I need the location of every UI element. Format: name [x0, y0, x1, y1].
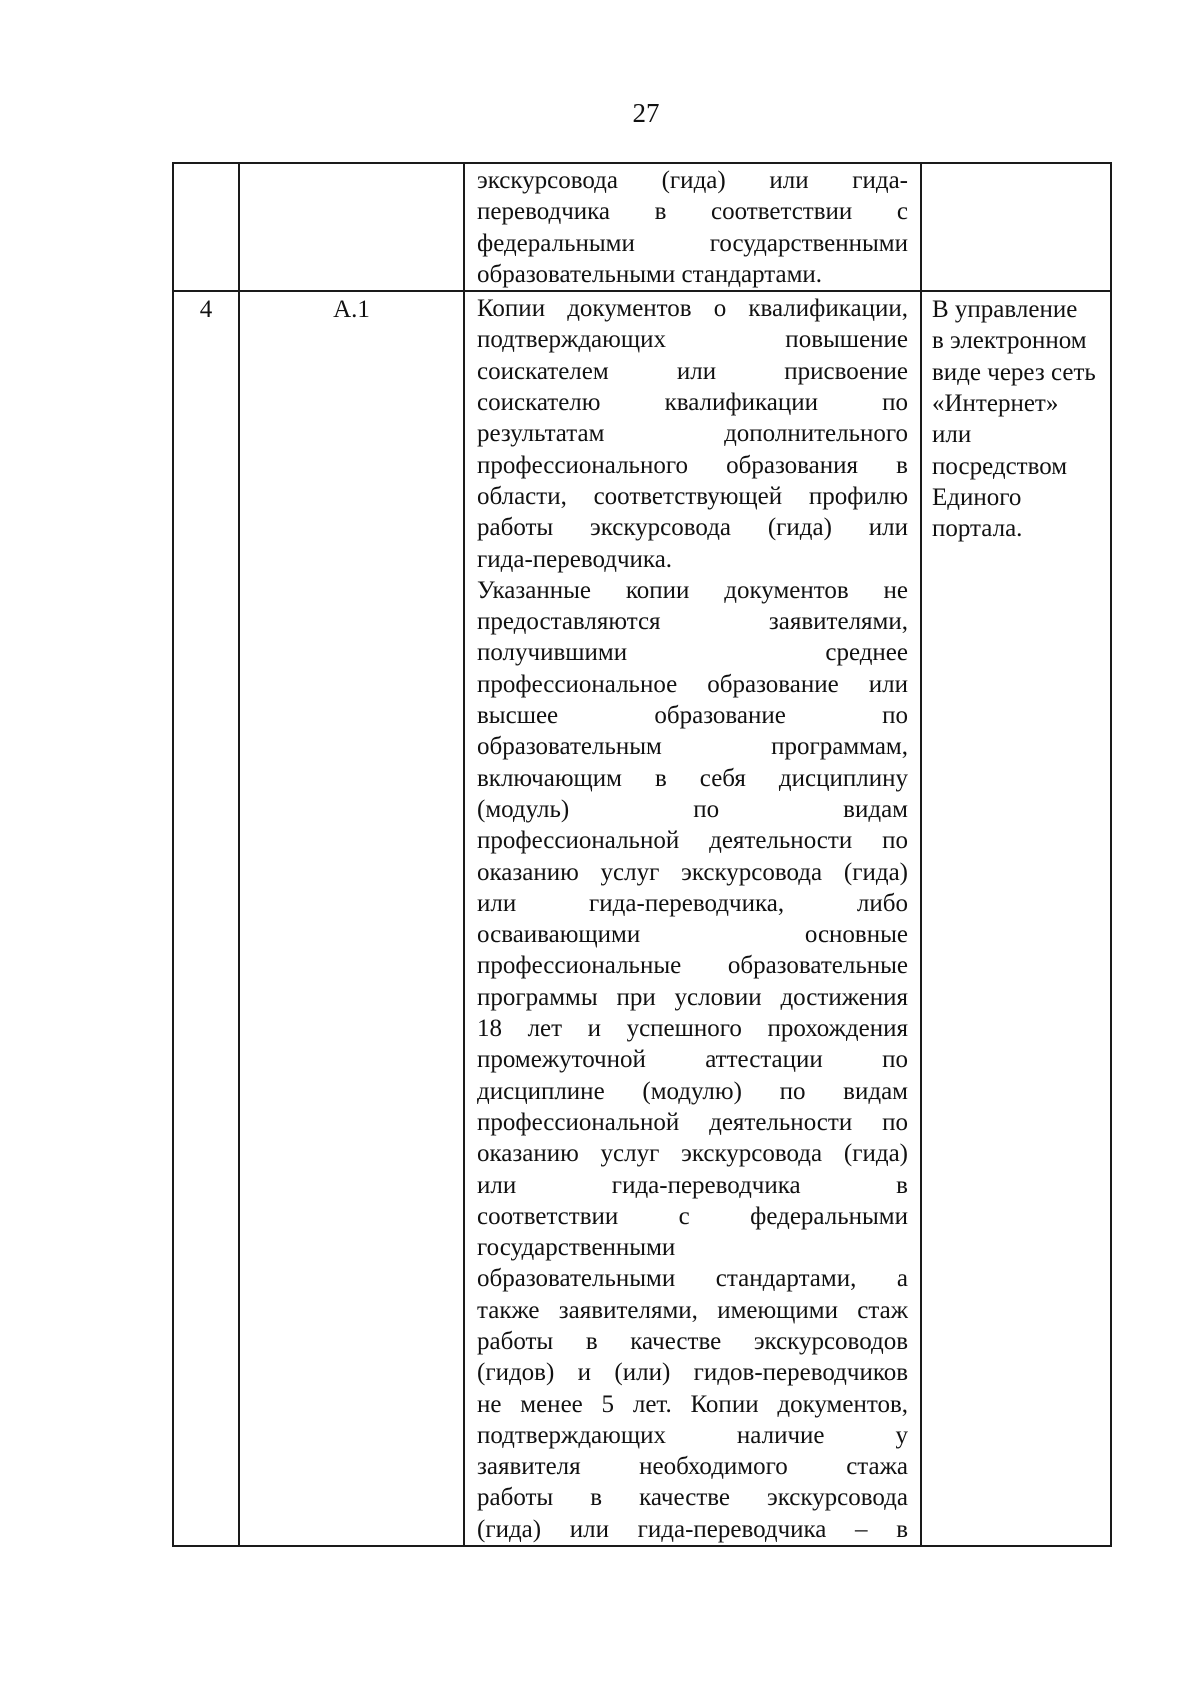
submission-method-cell: [921, 291, 1111, 1546]
text-line: экскурсовода (гида) или гида-: [477, 167, 908, 194]
text-line: государственными: [477, 1234, 676, 1262]
text-line: Указанные копии документов не: [477, 576, 908, 604]
row-number: 4: [199, 296, 213, 324]
text-line: (модуль) по видам: [477, 795, 908, 823]
description-text: [465, 164, 920, 290]
text-line: образовательными стандартами.: [477, 260, 823, 288]
row-number-cell: [173, 163, 239, 291]
description-text: [465, 292, 920, 1545]
submission-method-text: [922, 292, 1110, 544]
text-line: соискателем или присвоение: [477, 357, 908, 385]
text-line: промежуточной аттестации по: [477, 1046, 908, 1074]
text-line: дисциплине (модулю) по видам: [477, 1077, 908, 1105]
text-line: предоставляются заявителями,: [477, 608, 908, 636]
text-line: подтверждающих наличие у: [477, 1421, 908, 1449]
text-line: не менее 5 лет. Копии документов,: [477, 1390, 908, 1418]
text-line: работы в качестве экскурсовода: [477, 1484, 908, 1512]
text-line: профессиональное образование или: [477, 670, 908, 698]
text-line: или: [932, 421, 972, 449]
text-line: образовательным программам,: [477, 733, 908, 761]
table-row: [173, 291, 1111, 1546]
document-description-cell: [464, 291, 921, 1546]
text-line: высшее образование по: [477, 702, 908, 730]
text-line: получившими среднее: [477, 639, 908, 667]
text-line: соискателю квалификации по: [477, 389, 908, 417]
text-line: профессионального образования в: [477, 451, 908, 479]
text-line: виде через сеть: [932, 358, 1096, 386]
text-line: осваивающими основные: [477, 921, 908, 949]
text-line: включающим в себя дисциплину: [477, 764, 908, 792]
text-line: также заявителями, имеющими стаж: [477, 1296, 908, 1324]
text-line: 18 лет и успешного прохождения: [477, 1015, 908, 1043]
document-description-cell: [464, 163, 921, 291]
text-line: образовательными стандартами, а: [477, 1265, 908, 1293]
requirements-table: [172, 162, 1112, 1547]
text-line: области, соответствующей профилю: [477, 482, 908, 510]
table-row: [173, 163, 1111, 291]
text-line: профессиональные образовательные: [477, 952, 908, 980]
row-code: А.1: [333, 296, 370, 324]
text-line: «Интернет»: [932, 390, 1059, 418]
text-line: федеральными государственными: [477, 229, 908, 257]
text-line: подтверждающих повышение: [477, 326, 908, 354]
text-line: соответствии с федеральными: [477, 1202, 908, 1230]
text-line: гида-переводчика.: [477, 545, 673, 573]
text-line: оказанию услуг экскурсовода (гида): [477, 858, 908, 886]
text-line: профессиональной деятельности по: [477, 1108, 908, 1136]
text-line: Единого: [932, 483, 1022, 511]
text-line: Копии документов о квалификации,: [477, 295, 908, 323]
text-line: в электронном: [932, 327, 1087, 355]
text-line: работы в качестве экскурсоводов: [477, 1327, 908, 1355]
text-line: (гида) или гида-переводчика – в: [477, 1515, 908, 1543]
text-line: или гида-переводчика в: [477, 1171, 908, 1199]
text-line: заявителя необходимого стажа: [477, 1453, 908, 1481]
text-line: портала.: [932, 515, 1023, 543]
text-line: (гидов) и (или) гидов-переводчиков: [477, 1359, 908, 1387]
text-line: оказанию услуг экскурсовода (гида): [477, 1140, 908, 1168]
page-number: 27: [632, 98, 660, 128]
text-line: переводчика в соответствии с: [477, 198, 908, 226]
row-number-cell: [173, 291, 239, 1546]
text-line: программы при условии достижения: [477, 983, 908, 1011]
submission-method-cell: [921, 163, 1111, 291]
text-line: посредством: [932, 452, 1068, 480]
text-line: работы экскурсовода (гида) или: [477, 514, 908, 542]
text-line: профессиональной деятельности по: [477, 827, 908, 855]
text-line: результатам дополнительного: [477, 420, 908, 448]
row-code-cell: [239, 163, 464, 291]
row-code-cell: [239, 291, 464, 1546]
text-line: В управление: [932, 296, 1078, 324]
text-line: или гида-переводчика, либо: [477, 889, 908, 917]
